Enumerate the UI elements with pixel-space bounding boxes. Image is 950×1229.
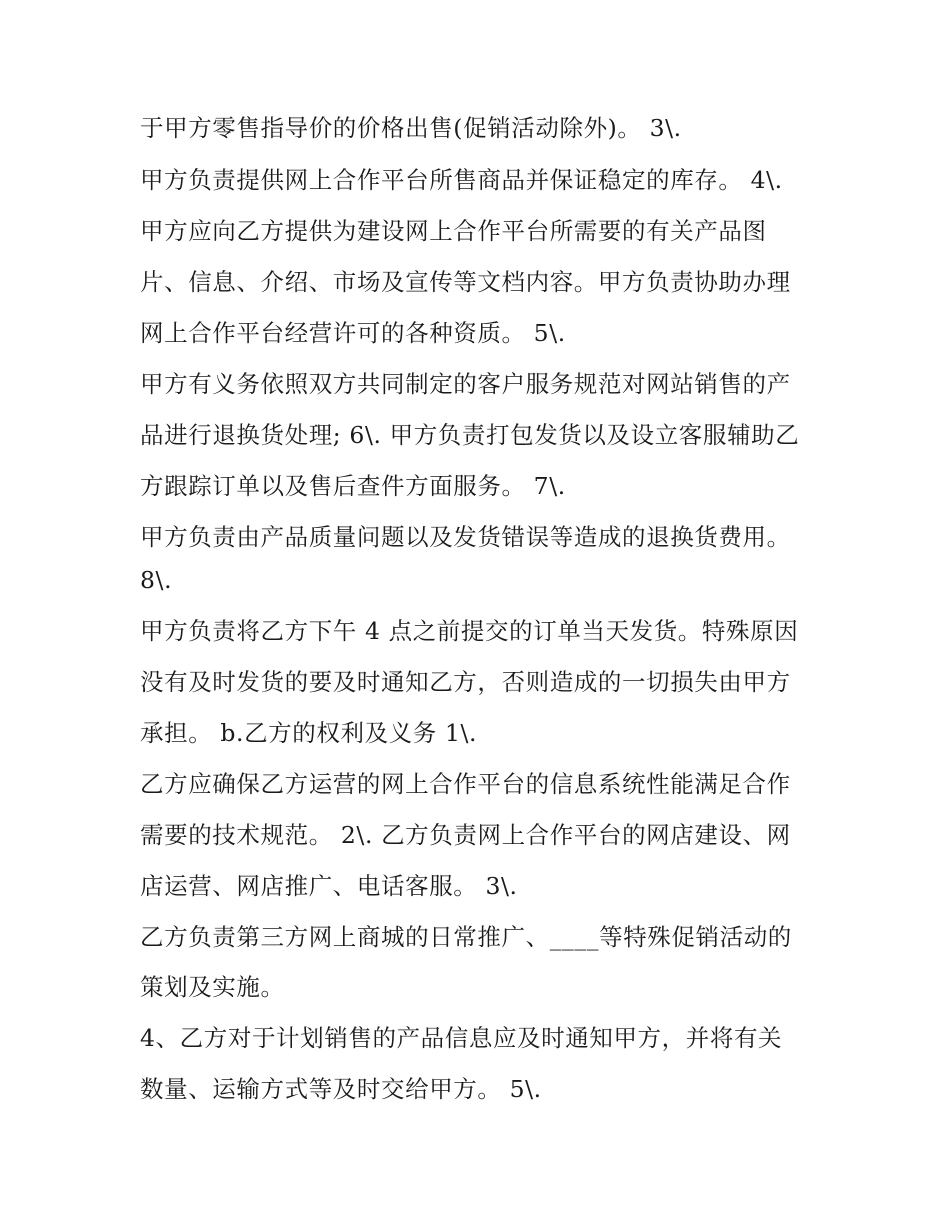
text-line: 甲方负责由产品质量问题以及发货错误等造成的退换货费用。 (140, 523, 791, 551)
text-line: 策划及实施。 (140, 973, 285, 1001)
text-line: 甲方负责将乙方下午 4 点之前提交的订单当天发货。特殊原因 (140, 617, 799, 645)
text-line: 乙方负责第三方网上商城的日常推广、____等特殊促销活动的 (140, 923, 792, 951)
text-line: 8\. (140, 566, 173, 594)
text-line: 数量、运输方式等及时交给甲方。 5\. (140, 1075, 542, 1103)
text-line: 方跟踪订单以及售后查件方面服务。 7\. (140, 472, 566, 500)
text-line: 店运营、网店推广、电话客服。 3\. (140, 872, 518, 900)
text-line: 承担。 b.乙方的权利及义务 1\. (140, 719, 478, 747)
text-line: 乙方应确保乙方运营的网上合作平台的信息系统性能满足合作 (140, 770, 791, 798)
text-line: 4、乙方对于计划销售的产品信息应及时通知甲方，并将有关 (140, 1024, 783, 1052)
text-line: 甲方有义务依照双方共同制定的客户服务规范对网站销售的产 (140, 370, 791, 398)
text-line: 品进行退换货处理; 6\. 甲方负责打包发货以及设立客服辅助乙 (140, 421, 800, 449)
text-line: 片、信息、介绍、市场及宣传等文档内容。甲方负责协助办理 (140, 268, 791, 296)
text-line: 需要的技术规范。 2\. 乙方负责网上合作平台的网店建设、网 (140, 821, 791, 849)
text-line: 甲方应向乙方提供为建设网上合作平台所需要的有关产品图 (140, 217, 767, 245)
text-line: 网上合作平台经营许可的各种资质。 5\. (140, 319, 566, 347)
text-line: 于甲方零售指导价的价格出售(促销活动除外)。 3\. (140, 114, 682, 142)
text-line: 甲方负责提供网上合作平台所售商品并保证稳定的库存。 4\. (140, 166, 783, 194)
text-line: 没有及时发货的要及时通知乙方，否则造成的一切损失由甲方 (140, 668, 791, 696)
